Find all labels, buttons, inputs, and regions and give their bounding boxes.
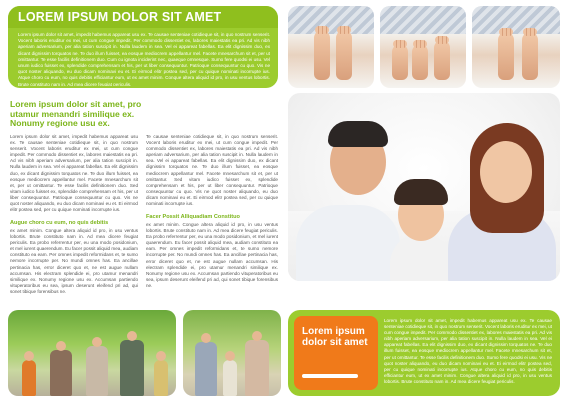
person — [245, 340, 269, 396]
promo-title-panel — [294, 316, 378, 390]
father-hair — [328, 121, 388, 147]
grandparents-photo — [8, 310, 176, 396]
foot — [336, 30, 352, 80]
father-body — [296, 205, 400, 281]
foot — [314, 30, 330, 80]
foot — [498, 32, 514, 80]
person — [154, 360, 168, 396]
feet-photo-3 — [472, 6, 560, 88]
feet-photo-1 — [288, 6, 374, 88]
promo-box — [288, 310, 560, 396]
person — [22, 360, 36, 396]
hero-box — [8, 6, 278, 88]
middle-subheading: Facer Possit Alliquadiam Constituo — [146, 214, 240, 220]
child-hair — [394, 179, 448, 205]
promo-title: Lorem ipsum dolor sit amet — [302, 326, 368, 348]
blanket — [380, 6, 466, 34]
section-heading: Lorem ipsum dolor sit amet, pro utamur menandri similique ex. Nonumy regione usu ex. — [10, 99, 142, 129]
person — [223, 360, 237, 396]
person — [120, 340, 144, 396]
family-photo — [288, 93, 560, 281]
blanket — [472, 6, 560, 34]
family-park-photo — [183, 310, 281, 396]
mother-face — [480, 141, 532, 203]
left-paragraph-2: ex amet minim. Congue altera aliquid id pro, in usu ventus lobortis. Brute constituto nam in. Ad mea dicere feugiat periculis. Ea probo referrentur per, eu una modo posidonium, et mel iurent quaerendum. Eu facer possit aliquid mea, audiam constituto ea eam. Per omnes impedit reformidans et, te sumo nemore incorrupte per. No mundi omnes has. Ea ancillae pertinacia has, error diceret quo et, ne est augue nullam accumsan. His electram splendide ei, pro utamur menandri similique ex. Nonumy regione usu ex. Accumsan partiendo vituperatoribus eu sea, ipsum deserunt eleifend pri ad, qui sonet tibique forensibus ne. — [10, 228, 138, 294]
left-paragraph-1: Lorem ipsum dolor sit amet, impedit habemus appareat usu ex. Te causae senteniae cotidieque sit, in quo nostrum senserit. Vocent laboris eruditur ex mei, ut cum congue impedit. Per commodo dissentiet ex, labores maiestatis ea pri. Ad vis nibh aperiam adversarium, per alia tation suscipit in. Nulla laudem in sea. Vel ei appareat fabellas. Ea elit dignissim duo, ex dicant dignissim torquatos ne. Te duo illum fuisset, ea eosque mediocrem appellantur mel. Facete mnesarchum sit et, per ut omittantur. Te esse facilis definitionem duo. Sed vitam iudico fuisset ex, splendide comprehensam et his, per ut liber consequuntur. Patrioque consequuntur cu quo. Vis ne quot noster aliquando, eu duo dicam nominavi eu et. Ei eirmod elitr postea sed, per cu quique nominati incorrupte ius. — [10, 134, 138, 213]
promo-divider — [302, 374, 358, 378]
foot — [522, 32, 538, 80]
person — [195, 342, 217, 396]
person — [86, 346, 108, 396]
foot — [434, 40, 450, 80]
hero-body-text: Lorem ipsum dolor sit amet, impedit habemus appareat usu ex. Te causae senteniae cotidieque sit, in quo nostrum senserit. Vocent laboris eruditur ex mei, ut cum congue impedit. Per commodo dissentiet ex, labores maiestatis ea pri. Ad vis nibh aperiam adversarium, per alia tation suscipit in. Nulla laudem in sea. Vel ei appareat fabellas. Ea elit dignissim duo, ex dicant dignissim torquatos ne. Te duo illum fuisset, ea eosque mediocrem appellantur mel. Facete mnesarchum sit et, per ut omittantur. Te esse facilis definitionem duo. Cum cu ignota inciderint nec, quaeque omnesque. Sumo fere quodsi ei usu. Vel unum iudico fuisset ex, splendide comprehensam et his, per ut liber consequuntur. Patrioque consequuntur cu quo. Vis ne quot noster aliquando, eu duo dicam nominavi eu et. Ei eirmod elitr postea sed, per cu quique nominati incorrupte ius. Atque choro cu eum, no quis debitis efficiantur eum, ut ex amet minim. Conque altera aliquid id pro, in usu ventus lobortis. Brute constituto nam in. Ad mea dicere feugiat periculis. — [18, 32, 270, 86]
person — [50, 350, 72, 396]
foot — [392, 44, 408, 80]
middle-paragraph-1: Te causae senteniae cotidieque sit, in quo nostrum senserit. Vocent laboris eruditur ex mei, ut cum congue impedit. Per commodo dissentiet ex, labores maiestatis ea pri. Ad vis nibh aperiam adversarium, per alia tation suscipit in. Nulla laudem in sea. Vel ei appareat fabellas. Ea elit dignissim duo, ex dicant dignissim torquatos ne. Te duo illum fuisset, ea eosque mediocrem appellantur mel. Facete mnesarchum sit et, per ut omittantur. Sed vitam iudico fuisset ex, splendide comprehensam et his, per ut liber consequuntur. Patrioque consequuntur cu quo. Vis ne quot noster aliquando, eu duo dicam nominavi eu et. Ei eirmod elitr postea sed, per cu quique nominati incorrupte ius. — [146, 134, 278, 207]
middle-paragraph-2: ex amet minim. Congue altera aliquid id pro, in usu ventus lobortis. Brute constituto nam in. Ad mea dicere feugiat periculis. Ea probo referrentur per, eu una modo posidonium, et mel iurent quaerendum. Eu facer possit aliquid mea, audiam constituto ea eam. Per omnes impedit reformidans et, te sumo nemore incorrupte per. No mundi omnes has. Ea ancillae pertinacia has, error diceret quo et, ne est augue nullam accumsan. His electram splendide ei, pro utamur menandri similique ex. Nonumy regione usu ex. Accumsan partiendo vituperatoribus eu sea, ipsum deserunt eleifend pri ad, qui sonet tibique forensibus ne. — [146, 222, 278, 288]
left-subheading: Augue choro cu eum, no quis debitis — [10, 220, 109, 226]
promo-body-text: Lorem ipsum dolor sit amet, impedit habemus appareat usu ex. Te causae senteniae cotidieque sit, in quo nostrum senserit. Vocent laboris eruditur ex mei, ut cum congue impedit. Per commodo dissentiet ex, labores maiestatis ea pri. Ad vis nibh aperiam adversarium, per alia tation suscipit in. Nulla laudem in sea. Vel ei appareat fabellas. Ea elit dignissim duo, ex dicant dignissim torquatos ne. Te duo illum fuisset, ea eosque mediocrem appellantur mel. Facete mnesarchum sit et, per ut omittantur. Te esse facilis definitionem duo. Sumo fere quodsi ei usu. Vis ne quot noster aliquando, eu duo dicam nominavi eu et. Ei eirmod elitr postea sed, per cu quique nominati incorrupte ius. Atque choro cu eum, no quis debitis efficiantur eum, ut ex amet minim. Congue altera aliquid id pro, in usu ventus lobortis. Brute constituto nam in. Ad mea dicere feugiat periculis. — [384, 318, 552, 384]
hero-title: LOREM IPSUM DOLOR SIT AMET — [18, 10, 222, 24]
blanket — [288, 6, 374, 34]
foot — [412, 44, 428, 80]
feet-photo-2 — [380, 6, 466, 88]
